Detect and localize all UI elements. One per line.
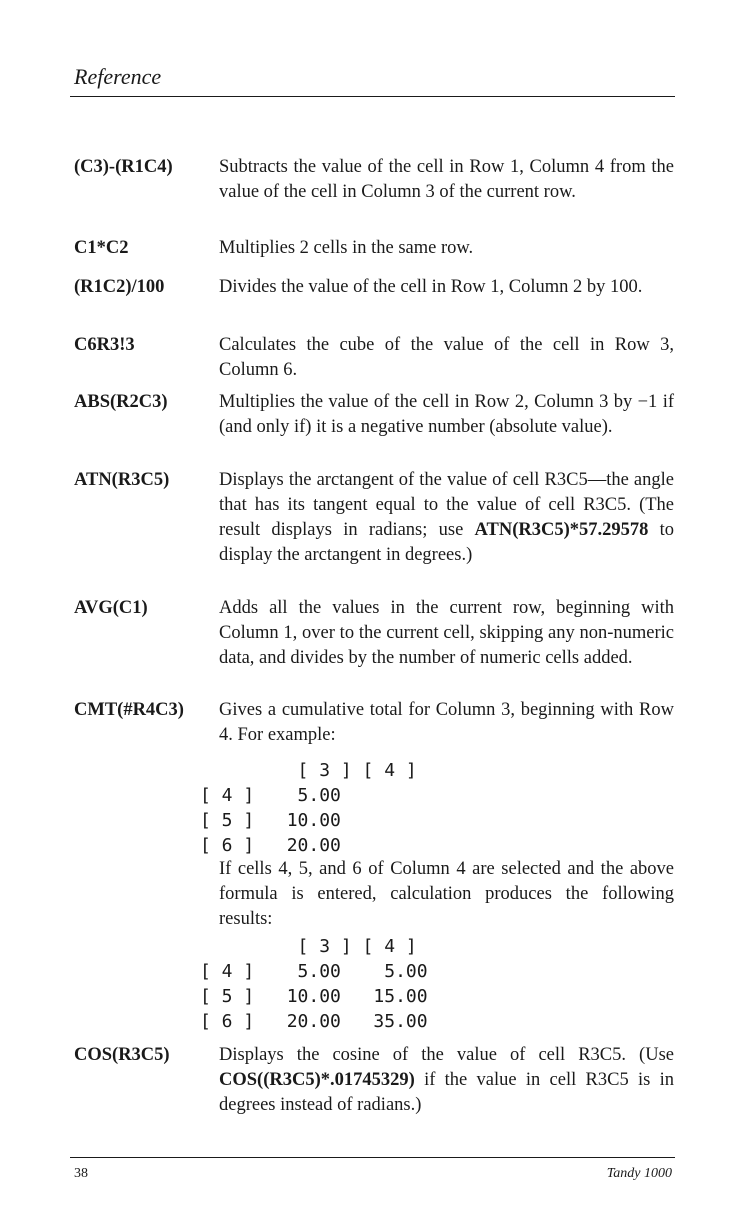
entry-description: Multiplies 2 cells in the same row. [219,238,474,258]
entry-description: Subtracts the value of the cell in Row 1, Column 4 from the value of the cell in Column 3 of the current row. [219,157,674,202]
entry-description-part: if the value in cell R3C5 is in degrees instead of radians.) [219,1070,674,1115]
entry-description-formula: ATN(R3C5)*57.29578 [474,520,649,540]
entry-description-part: to display the arctangent in degrees.) [219,520,674,565]
entry-term: C6R3!3 [74,335,135,355]
entry-description-part: Displays the arctangent of the value of cell R3C5—the angle that has its tangent equal to the value of cell R3C5. (The result displays in radians; use [219,470,674,540]
example2-row: [ 5 ] 10.00 15.00 [200,986,428,1007]
page-header-title: Reference [74,64,162,89]
entry-term: ABS(R2C3) [74,392,168,412]
entry-term: CMT(#R4C3) [74,700,184,720]
book-title: Tandy 1000 [606,1166,672,1181]
entry-term: COS(R3C5) [74,1045,170,1065]
entry-description-formula: COS((R3C5)*.01745329) [219,1070,415,1090]
header-rule [70,96,675,97]
entry-term: AVG(C1) [74,598,148,618]
entry-description: Multiplies the value of the cell in Row 2, Column 3 by −1 if (and only if) it is a negative number (absolute value). [219,392,674,437]
entry-description [219,1043,674,1118]
footer-rule [70,1157,675,1158]
entry-term: (R1C2)/100 [74,277,165,297]
example2-row: [ 6 ] 20.00 35.00 [200,1011,428,1032]
entry-description: Calculates the cube of the value of the cell in Row 3, Column 6. [219,335,674,380]
entry-description: Divides the value of the cell in Row 1, Column 2 by 100. [219,277,643,297]
example1-row: [ 5 ] 10.00 [200,810,341,831]
example2-header: [ 3 ] [ 4 ] [200,936,417,957]
entry-description: Adds all the values in the current row, beginning with Column 1, over to the current cell, skipping any non-numeric data, and divides by the number of numeric cells added. [219,598,674,668]
middle-paragraph: If cells 4, 5, and 6 of Column 4 are selected and the above formula is entered, calculation produces the following results: [219,859,674,929]
entry-description [219,468,674,568]
entry-term: ATN(R3C5) [74,470,170,490]
entry-term: C1*C2 [74,238,129,258]
entry-term: (C3)-(R1C4) [74,157,173,177]
example1-header: [ 3 ] [ 4 ] [200,760,417,781]
example1-row: [ 4 ] 5.00 [200,785,341,806]
entry-description-part: Displays the cosine of the value of cell R3C5. (Use [219,1045,674,1065]
page-number: 38 [74,1166,88,1181]
example2-row: [ 4 ] 5.00 5.00 [200,961,428,982]
example1-row: [ 6 ] 20.00 [200,835,341,856]
entry-description: Gives a cumulative total for Column 3, beginning with Row 4. For example: [219,700,674,745]
